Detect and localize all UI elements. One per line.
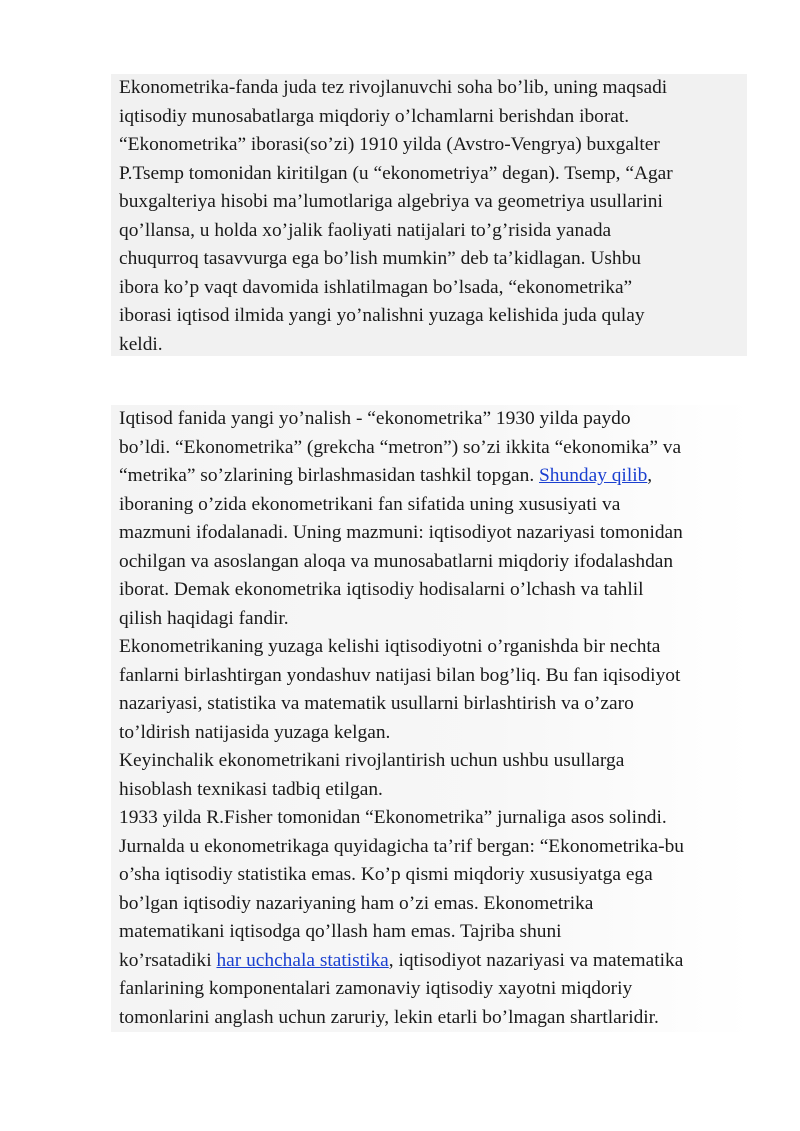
paragraph-ekonometrika-origin: [111, 74, 747, 356]
text-line: buxgalteriya hisobi ma’lumotlariga algebriya va geometriya usullarini: [119, 191, 663, 212]
text-line: Ekonometrika-fanda juda tez rivojlanuvchi soha bo’lib, uning maqsadi: [119, 77, 668, 98]
text-line: qilish haqidagi fandir.: [119, 607, 289, 629]
text-line: keldi.: [119, 333, 163, 355]
text-line: fanlarining komponentalari zamonaviy iqtisodiy xayotni miqdoriy: [119, 978, 633, 999]
text-line: [115, 462, 747, 491]
text-line: ochilgan va asoslangan aloqa va munosabatlarni miqdoriy ifodalashdan: [119, 550, 674, 572]
har-uchchala-statistika-link[interactable]: har uchchala statistika: [216, 949, 389, 971]
text-line: Keyinchalik ekonometrikani rivojlantirish uchun ushbu usullarga: [119, 750, 625, 771]
text-line: to’ldirish natijasida yuzaga kelgan.: [119, 721, 391, 743]
text-line: hisoblash texnikasi tadbiq etilgan.: [119, 778, 383, 800]
text-line: P.Tsemp tomonidan kiritilgan (u “ekonometriya” degan). Tsemp, “Agar: [119, 162, 673, 184]
text-line: bo’ldi. “Ekonometrika” (grekcha “metron”) so’zi ikkita “ekonomika” va: [119, 436, 682, 458]
text-line: Jurnalda u ekonometrikaga quyidagicha ta’rif bergan: “Ekonometrika-bu: [119, 835, 684, 857]
text-line: iborat. Demak ekonometrika iqtisodiy hodisalarni o’lchash va tahlil: [119, 579, 644, 600]
text-line: 1933 yilda R.Fisher tomonidan “Ekonometrika” jurnaliga asos solindi.: [119, 807, 667, 828]
text-segment: , iqtisodiyot nazariyasi va matematika: [388, 949, 684, 971]
text-line: nazariyasi, statistika va matematik usullarni birlashtirish va o’zaro: [119, 693, 634, 714]
text-segment: ,: [647, 465, 653, 486]
text-line: iboraning o’zida ekonometrikani fan sifatida uning xususiyati va: [119, 493, 621, 515]
paragraph-ekonometrika-history: [111, 405, 751, 1032]
text-line: bo’lgan iqtisodiy nazariyaning ham o’zi emas. Ekonometrika: [119, 892, 594, 914]
text-segment: “metrika” so’zlarining birlashmasidan tashkil topgan.: [119, 465, 540, 486]
text-line: mazmuni ifodalanadi. Uning mazmuni: iqtisodiyot nazariyasi tomonidan: [119, 522, 683, 543]
text-line: Iqtisod fanida yangi yo’nalish - “ekonometrika” 1930 yilda paydo: [119, 408, 631, 429]
text-line: iqtisodiy munosabatlarga miqdoriy o’lchamlarni berishdan iborat.: [119, 105, 630, 127]
text-line: tomonlarini anglash uchun zaruriy, lekin etarli bo’lmagan shartlaridir.: [119, 1006, 659, 1028]
text-line: o’sha iqtisodiy statistika emas. Ko’p qismi miqdoriy xususiyatga ega: [119, 864, 653, 885]
text-line: Ekonometrikaning yuzaga kelishi iqtisodiyotni o’rganishda bir nechta: [119, 636, 661, 657]
text-line: “Ekonometrika” iborasi(so’zi) 1910 yilda (Avstro-Vengrya) buxgalter: [119, 134, 660, 155]
shunday-qilib-link[interactable]: Shunday qilib: [539, 465, 648, 486]
text-line: matematikani iqtisodga qo’llash ham emas. Tajriba shuni: [119, 921, 562, 942]
text-segment: ko’rsatadiki: [119, 949, 217, 971]
text-line: qo’llansa, u holda xo’jalik faoliyati natijalari to’g’risida yanada: [119, 219, 612, 241]
text-line: [115, 947, 747, 976]
text-line: chuqurroq tasavvurga ega bo’lish mumkin” deb ta’kidlagan. Ushbu: [119, 248, 641, 269]
text-line: iborasi iqtisod ilmida yangi yo’nalishni yuzaga kelishida juda qulay: [119, 305, 645, 326]
text-line: ibora ko’p vaqt davomida ishlatilmagan bo’lsada, “ekonometrika”: [119, 276, 633, 298]
text-line: fanlarni birlashtirgan yondashuv natijasi bilan bog’liq. Bu fan iqisodiyot: [119, 664, 681, 686]
